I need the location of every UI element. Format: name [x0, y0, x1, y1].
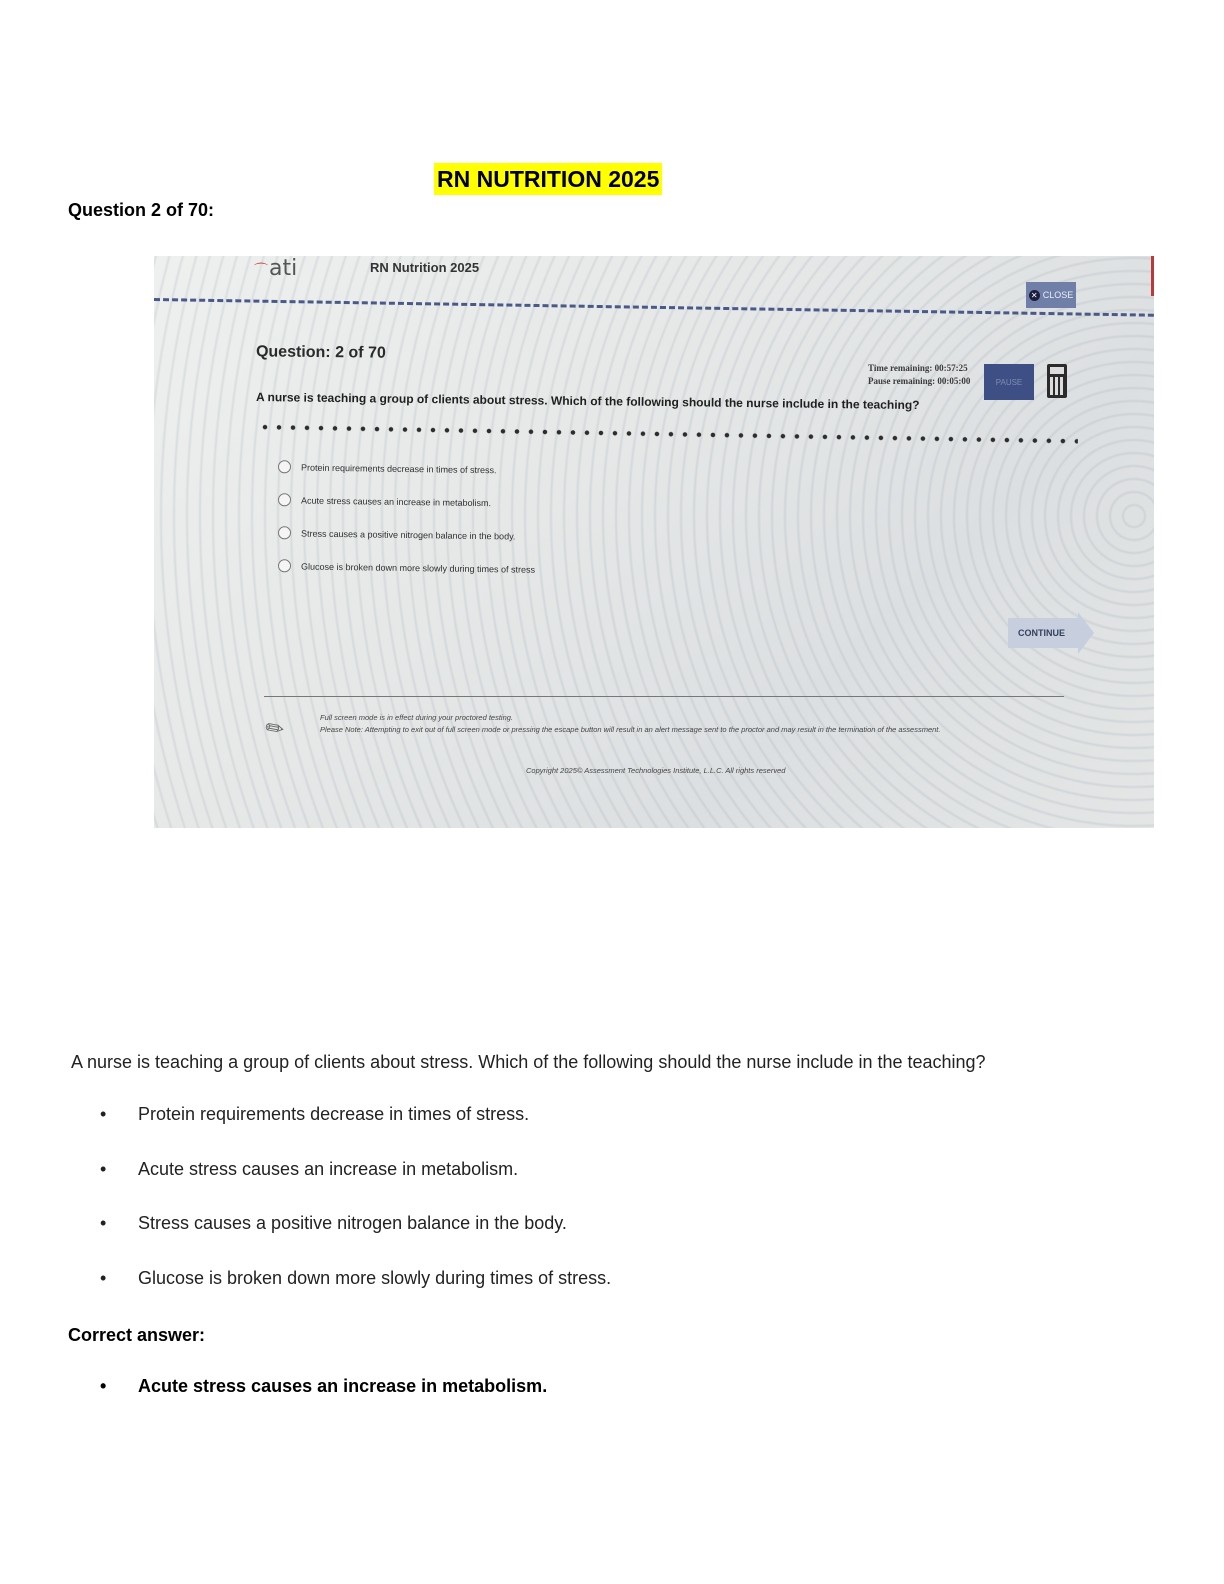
bullet: • [100, 1376, 107, 1396]
option-label: Protein requirements decrease in times of stress. [300, 462, 497, 475]
question-prompt: A nurse is teaching a group of clients about stress. Which of the following should the nurse include in the teaching? [255, 390, 920, 413]
option-text: Stress causes a positive nitrogen balance in the body. [138, 1213, 567, 1233]
close-button[interactable] [1026, 282, 1076, 308]
notice-line: Please Note: Attempting to exit out of full screen mode or pressing the escape button will result in an alert message sent to the proctor and may result in the termination of the assessment. [320, 725, 941, 734]
option-text: Glucose is broken down more slowly during times of stress. [138, 1267, 612, 1288]
close-icon: ✕ [1029, 290, 1040, 301]
answer-option[interactable] [278, 450, 536, 487]
radio-button[interactable] [278, 559, 291, 572]
bullet: • [100, 1267, 107, 1288]
time-remaining-value: 00:57:25 [934, 363, 968, 373]
option-label: Glucose is broken down more slowly during times of stress [300, 561, 536, 575]
calculator-icon[interactable] [1047, 364, 1067, 398]
pause-button[interactable]: PAUSE [984, 364, 1034, 400]
close-label: CLOSE [1042, 290, 1074, 300]
answer-option[interactable] [278, 516, 536, 553]
radio-button[interactable] [278, 493, 291, 506]
footer-divider [264, 696, 1064, 697]
ati-logo [254, 256, 297, 281]
dotted-divider [258, 424, 1078, 444]
correct-answer [100, 1376, 547, 1397]
list-item [100, 1104, 611, 1159]
pause-remaining-label: Pause remaining: [868, 376, 936, 386]
question-heading: Question 2 of 70: [68, 200, 215, 220]
swoosh-icon: ⌒ [254, 263, 268, 279]
answer-list [100, 1104, 611, 1322]
answer-option[interactable] [278, 549, 536, 586]
option-text: Protein requirements decrease in times of stress. [138, 1104, 530, 1124]
list-item [100, 1268, 611, 1323]
list-item [100, 1159, 611, 1214]
bullet: • [100, 1104, 107, 1124]
copyright: Copyright 2025© Assessment Technologies Institute, L.L.C. All rights reserved [526, 766, 786, 775]
question-counter: Question: 2 of 70 [255, 343, 386, 362]
answer-options [278, 452, 535, 584]
bullet: • [100, 1158, 107, 1179]
option-label: Stress causes a positive nitrogen balance in the body. [300, 528, 516, 542]
fullscreen-notice [320, 712, 1050, 736]
answer-option[interactable] [278, 483, 536, 520]
continue-button[interactable]: CONTINUE [1008, 618, 1078, 648]
list-item [100, 1213, 611, 1268]
pause-remaining-value: 00:05:00 [937, 376, 971, 386]
correct-answer-text: Acute stress causes an increase in metabolism. [138, 1376, 548, 1396]
option-label: Acute stress causes an increase in metabolism. [300, 495, 492, 508]
correct-answer-heading: Correct answer: [68, 1325, 206, 1345]
bullet: • [100, 1213, 107, 1233]
app-title: RN Nutrition 2025 [370, 260, 480, 275]
document-title: RN NUTRITION 2025 [434, 163, 662, 195]
notice-line: Full screen mode is in effect during your proctored testing. [320, 713, 514, 722]
timer-panel [868, 362, 970, 388]
time-remaining-label: Time remaining: [868, 363, 933, 373]
question-text: A nurse is teaching a group of clients about stress. Which of the following should the nurse include in the teaching? [71, 1052, 986, 1072]
logo-text: ati [269, 256, 298, 281]
exam-screenshot [154, 256, 1154, 828]
radio-button[interactable] [278, 460, 291, 473]
screen-edge [1151, 256, 1154, 296]
option-text: Acute stress causes an increase in metabolism. [138, 1158, 519, 1179]
header-divider [154, 298, 1154, 317]
radio-button[interactable] [278, 526, 291, 539]
wrench-icon: ✎ [260, 713, 290, 745]
